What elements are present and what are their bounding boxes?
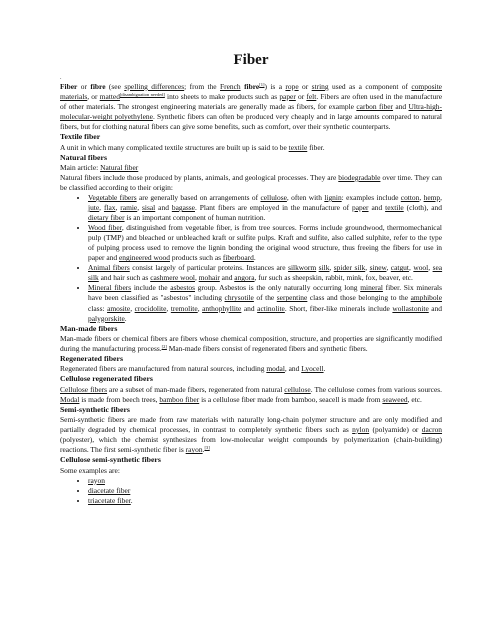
- list-item-vegetable-fibers: • Vegetable fibers are generally based on arrangements of cellulose, often with lignin: examples include cotton, hemp, jute, flax, ramie, sisal and bagasse. Plant fibers are employed in the manufacture of paper and textile (cloth), and dietary fiber is an important component of human nutrition.: [88, 193, 442, 223]
- link-composite-materials[interactable]: composite materials: [60, 82, 442, 102]
- link-triacetate-fiber[interactable]: triacetate fiber: [88, 495, 131, 505]
- term-fibre-french: fibre: [244, 82, 260, 91]
- link-seaweed[interactable]: seaweed: [382, 394, 408, 404]
- link-modal[interactable]: modal: [266, 364, 285, 374]
- list-item-animal-fibers: • Animal fibers consist largely of particular proteins. Instances are silkworm silk, spider silk, sinew, catgut, wool, sea silk and hair such as cashmere wool, mohair and angora, fur such as sheepskin, rabbit, mink, fox, beaver, etc.: [88, 263, 442, 283]
- list-item-wood-fiber: • Wood fiber, distinguished from vegetable fiber, is from tree sources. Forms include groundwood, thermomechanical pulp (TMP) and bleached or unbleached kraft or sulfite pulps. Kraft and sulfite, also called sulphite, refer to the type of pulping process used to remove the lignin bonding the original wood structure, thus freeing the fibers for use in paper and engineered wood products such as fiberboard.: [88, 223, 442, 263]
- link-wool[interactable]: wool: [413, 263, 429, 273]
- link-cotton[interactable]: cotton: [400, 193, 420, 203]
- link-actinolite[interactable]: actinolite: [257, 303, 285, 313]
- page-title: Fiber: [233, 52, 269, 68]
- disambiguation-note[interactable]: [disambiguation needed]: [119, 92, 165, 98]
- heading-cellulose-semi-synthetic-fibers: Cellulose semi-synthetic fibers: [60, 455, 161, 465]
- link-bamboo-fiber[interactable]: bamboo fiber: [159, 394, 200, 404]
- heading-textile-fiber: Textile fiber: [60, 132, 101, 142]
- link-sinew[interactable]: sinew: [369, 263, 387, 273]
- document-page: [60, 52, 442, 506]
- link-carbon-fiber[interactable]: carbon fiber: [356, 102, 394, 112]
- link-bagasse[interactable]: bagasse: [171, 203, 195, 213]
- link-paper-2[interactable]: paper: [352, 203, 369, 213]
- link-nylon[interactable]: nylon: [352, 425, 370, 435]
- stray-dot: .: [60, 75, 62, 81]
- citation-1[interactable]: [1]: [259, 82, 265, 87]
- link-sisal[interactable]: sisal: [142, 203, 156, 213]
- link-rope[interactable]: rope: [285, 82, 299, 91]
- heading-cellulose-regenerated-fibers: Cellulose regenerated fibers: [60, 374, 153, 384]
- link-lignin[interactable]: lignin: [324, 193, 342, 203]
- link-textile[interactable]: textile: [288, 142, 308, 152]
- natural-fiber-list: [60, 193, 442, 324]
- link-rayon[interactable]: rayon: [185, 445, 203, 455]
- link-palygorskite[interactable]: palygorskite: [88, 313, 125, 323]
- link-spelling-differences[interactable]: spelling differences: [124, 82, 185, 91]
- link-mineral[interactable]: mineral: [360, 283, 383, 293]
- link-mineral-fibers[interactable]: Mineral fibers: [88, 283, 132, 293]
- link-catgut[interactable]: catgut: [390, 263, 409, 273]
- link-dacron[interactable]: dacron: [421, 425, 443, 435]
- regenerated-paragraph: Regenerated fibers are manufactured from natural sources, including modal, and Lyocell.: [60, 364, 326, 374]
- link-biodegradable[interactable]: biodegradable: [338, 172, 381, 182]
- link-matted[interactable]: matted: [99, 92, 120, 102]
- link-ramie[interactable]: ramie: [120, 203, 138, 213]
- link-natural-fiber[interactable]: Natural fiber: [100, 162, 139, 172]
- list-item-rayon: [88, 476, 442, 486]
- link-flax[interactable]: flax: [103, 203, 116, 213]
- manmade-paragraph: Man-made fibers or chemical fibers are fibers whose chemical composition, structure, and properties are significantly modified during the manufacturing process.[2] Man-made fibers consist of regenerated fibers and synthetic fibers.: [60, 333, 442, 353]
- term-fiber: Fiber: [60, 82, 78, 91]
- heading-natural-fibers: Natural fibers: [60, 152, 107, 162]
- list-item-diacetate-fiber: [88, 486, 442, 496]
- link-sea-silk[interactable]: sea silk: [88, 263, 443, 283]
- link-rayon-2[interactable]: rayon: [88, 475, 105, 485]
- intro-paragraph: Fiber or fibre (see spelling differences; from the French fibre[1]) is a rope or string used as a component of composite materials, or matted[disambiguation needed] into sheets to make products such as paper or felt. Fibers are often used in the manufacture of other materials. The strongest engineering materials are generally made as fibers, for example carbon fiber and Ultra-high-molecular-weight polyethylene. Synthetic fibers can often be produced very cheaply and in large amounts compared to natural fibers, but for clothing natural fibers can give some benefits, such as comfort, over their synthetic counterparts.: [60, 82, 443, 132]
- semi-synthetic-paragraph: Semi-synthetic fibers are made from raw materials with naturally long-chain polymer structure and are only modified and partially degraded by chemical processes, in contrast to completely synthetic fibers such as nylon (polyamide) or dacron (polyester), which the chemist synthesizes from low-molecular weight compounds by polymerization (chain-building) reactions. The first semi-synthetic fiber is rayon.[3]: [60, 415, 443, 455]
- link-string[interactable]: string: [311, 82, 329, 91]
- link-french[interactable]: French: [220, 82, 241, 91]
- heading-man-made-fibers: Man-made fibers: [60, 323, 118, 333]
- cellulose-regenerated-paragraph: Cellulose fibers are a subset of man-made fibers, regenerated from natural cellulose. The cellulose comes from various sources. Modal is made from beech trees, bamboo fiber is a cellulose fiber made from bamboo, seacell is made from seaweed, etc.: [60, 384, 443, 404]
- link-vegetable-fibers[interactable]: Vegetable fibers: [88, 193, 137, 203]
- link-chrysotile[interactable]: chrysotile: [224, 293, 254, 303]
- term-fibre: fibre: [90, 82, 106, 91]
- link-paper[interactable]: paper: [279, 92, 296, 102]
- link-wood-fiber[interactable]: Wood fiber: [88, 223, 122, 233]
- main-article-note: Main article: Natural fiber: [60, 162, 139, 172]
- link-cellulose[interactable]: cellulose: [260, 193, 287, 203]
- heading-semi-synthetic-fibers: Semi-synthetic fibers: [60, 404, 130, 414]
- link-serpentine[interactable]: serpentine: [276, 293, 308, 303]
- textile-paragraph: A unit in which many complicated textile structures are built up is said to be textile fiber.: [60, 142, 325, 152]
- link-jute[interactable]: jute: [88, 203, 100, 213]
- link-cashmere-wool[interactable]: cashmere wool: [150, 273, 196, 283]
- link-tremolite[interactable]: tremolite: [170, 303, 198, 313]
- link-mohair[interactable]: mohair: [198, 273, 220, 283]
- link-silkworm[interactable]: silkworm: [288, 263, 317, 273]
- list-item-triacetate-fiber: • triacetate fiber.: [88, 496, 442, 506]
- link-uhmwpe[interactable]: Ultra-high-molecular-weight polyethylene: [60, 102, 443, 122]
- natural-paragraph: Natural fibers include those produced by plants, animals, and geological processes. They are biodegradable over time. They can be classified according to their origin:: [60, 172, 443, 192]
- citation-2[interactable]: [2]: [161, 343, 167, 349]
- link-cellulose-fibers[interactable]: Cellulose fibers: [60, 384, 108, 394]
- link-amosite[interactable]: amosite: [107, 303, 131, 313]
- link-diacetate-fiber[interactable]: diacetate fiber: [88, 485, 131, 495]
- link-modal-2[interactable]: Modal: [60, 394, 80, 404]
- link-crocidolite[interactable]: crocidolite: [134, 303, 167, 313]
- link-lyocell[interactable]: Lyocell: [301, 364, 324, 374]
- link-silk[interactable]: silk: [318, 263, 330, 273]
- link-animal-fibers[interactable]: Animal fibers: [88, 263, 130, 273]
- link-hemp[interactable]: hemp: [423, 193, 441, 203]
- link-spider-silk[interactable]: spider silk: [333, 263, 366, 273]
- link-cellulose-2[interactable]: cellulose: [284, 384, 311, 394]
- link-dietary-fiber[interactable]: dietary fiber: [88, 213, 125, 223]
- link-asbestos[interactable]: asbestos: [170, 283, 195, 293]
- link-felt[interactable]: felt: [306, 92, 317, 102]
- examples-intro: Some examples are:: [60, 465, 120, 475]
- heading-regenerated-fibers: Regenerated fibers: [60, 354, 124, 364]
- link-amphibole[interactable]: amphibole: [410, 293, 442, 303]
- link-wollastonite[interactable]: wollastonite: [392, 303, 429, 313]
- link-engineered-wood[interactable]: engineered wood: [118, 253, 170, 263]
- link-textile-2[interactable]: textile: [385, 203, 404, 213]
- examples-list: [60, 476, 442, 506]
- list-item-mineral-fibers: • Mineral fibers include the asbestos group. Asbestos is the only naturally occurring long mineral fiber. Six minerals have been classified as "asbestos" including chrysotile of the serpentine class and those belonging to the amphibole class: amosite, crocidolite, tremolite, anthophyllite and actinolite. Short, fiber-like minerals include wollastonite and palygorskite.: [88, 283, 442, 323]
- link-anthophyllite[interactable]: anthophyllite: [202, 303, 242, 313]
- citation-3[interactable]: [3]: [204, 445, 210, 451]
- link-angora[interactable]: angora: [234, 273, 255, 283]
- link-fiberboard[interactable]: fiberboard: [222, 253, 254, 263]
